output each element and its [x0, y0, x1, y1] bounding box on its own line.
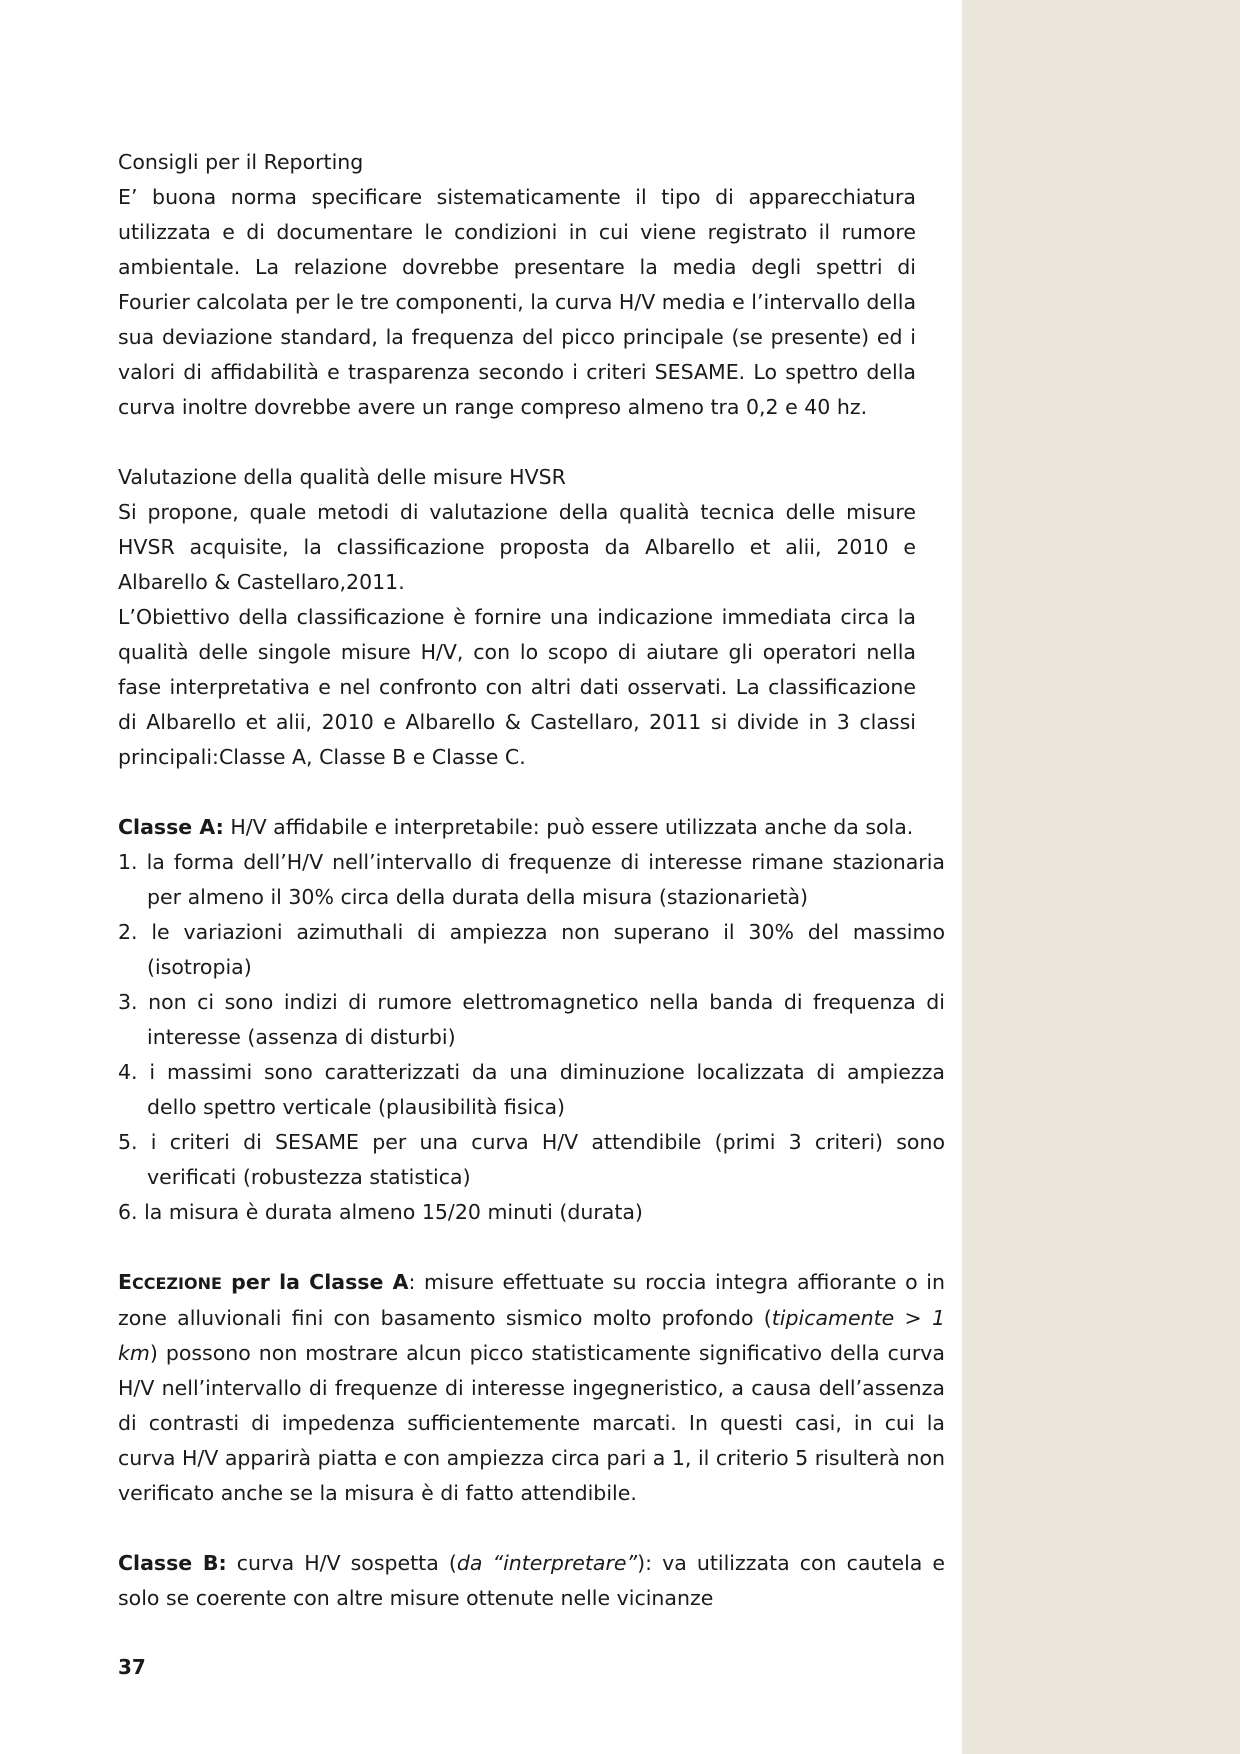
eccezione-text-before: : misure effettuate su roccia integra affiorante o in zone alluvionali fini con basamento sismico molto profondo ( — [118, 1270, 945, 1330]
eccezione-italic: tipicamente > 1 km — [118, 1306, 945, 1365]
criterion-number: 4. — [118, 1060, 138, 1084]
criterion-text: i massimi sono caratterizzati da una diminuzione localizzata di ampiezza dello spettro verticale (plausibilità fisica) — [147, 1060, 945, 1119]
classe-b-text-before: curva H/V sospetta ( — [226, 1551, 457, 1575]
criterion-number: 1. — [118, 850, 138, 874]
classe-a-intro — [118, 810, 945, 845]
eccezione-label-initial: E — [118, 1270, 133, 1294]
reporting-section — [118, 145, 945, 425]
classe-b-section — [118, 1546, 945, 1616]
criterion-text: le variazioni azimuthali di ampiezza non superano il 30% del massimo (isotropia) — [147, 920, 945, 979]
classe-a-label: Classe A: — [118, 815, 224, 839]
list-item — [118, 985, 945, 1055]
eccezione-text-after: ) possono non mostrare alcun picco statisticamente significativo della curva H/V nell’intervallo di frequenze di interesse ingegneristico, a causa dell’assenza di contrasti di impedenza sufficientemente marcati. In questi casi, in cui la curva H/V apparirà piatta e con ampiezza circa pari a 1, il criterio 5 risulterà non verificato anche se la misura è di fatto attendibile. — [118, 1341, 945, 1505]
list-item — [118, 1195, 945, 1230]
criterion-number: 6. — [118, 1200, 138, 1224]
criterion-text: la misura è durata almeno 15/20 minuti (durata) — [144, 1200, 643, 1224]
criterion-number: 2. — [118, 920, 138, 944]
valutazione-heading: Valutazione della qualità delle misure HVSR — [118, 465, 566, 489]
criterion-number: 3. — [118, 990, 138, 1014]
list-item — [118, 915, 945, 985]
side-margin-band — [962, 0, 1240, 1754]
criterion-text: la forma dell’H/V nell’intervallo di frequenze di interesse rimane stazionaria per almeno il 30% circa della durata della misura (stazionarietà) — [146, 850, 945, 909]
eccezione-label-smallcaps: CCEZIONE — [132, 1274, 222, 1293]
criterion-text: i criteri di SESAME per una curva H/V attendibile (primi 3 criteri) sono verificati (robustezza statistica) — [147, 1130, 945, 1189]
reporting-body: E’ buona norma specificare sistematicamente il tipo di apparecchiatura utilizzata e di documentare le condizioni in cui viene registrato il rumore ambientale. La relazione dovrebbe presentare la media degli spettri di Fourier calcolata per le tre componenti, la curva H/V media e l’intervallo della sua deviazione standard, la frequenza del picco principale (se presente) ed i valori di affidabilità e trasparenza secondo i criteri SESAME. Lo spettro della curva inoltre dovrebbe avere un range compreso almeno tra 0,2 e 40 hz. — [118, 185, 916, 419]
classe-b-paragraph — [118, 1546, 945, 1616]
list-item — [118, 1125, 945, 1195]
classe-a-desc: H/V affidabile e interpretabile: può essere utilizzata anche da sola. — [223, 815, 914, 839]
classe-a-section — [118, 810, 945, 1230]
valutazione-body-1: Si propone, quale metodi di valutazione della qualità tecnica delle misure HVSR acquisite, la classificazione proposta da Albarello et alii, 2010 e Albarello & Castellaro,2011. — [118, 500, 916, 594]
eccezione-section — [118, 1265, 945, 1511]
page-number: 37 — [118, 1655, 146, 1679]
criterion-text: non ci sono indizi di rumore elettromagnetico nella banda di frequenza di interesse (assenza di disturbi) — [147, 990, 945, 1049]
classe-b-italic: da “interpretare” — [456, 1551, 638, 1575]
eccezione-paragraph — [118, 1265, 945, 1511]
criterion-number: 5. — [118, 1130, 138, 1154]
classe-a-criteria-list — [118, 845, 945, 1230]
valutazione-body-2: L’Obiettivo della classificazione è fornire una indicazione immediata circa la qualità delle singole misure H/V, con lo scopo di aiutare gli operatori nella fase interpretativa e nel confronto con altri dati osservati. La classificazione di Albarello et alii, 2010 e Albarello & Castellaro, 2011 si divide in 3 classi principali:Classe A, Classe B e Classe C. — [118, 605, 916, 769]
list-item — [118, 845, 945, 915]
page-content — [118, 145, 945, 1616]
eccezione-label-rest: per la Classe A — [221, 1270, 409, 1294]
valutazione-section — [118, 460, 945, 775]
list-item — [118, 1055, 945, 1125]
classe-b-label: Classe B: — [118, 1551, 227, 1575]
reporting-heading: Consigli per il Reporting — [118, 150, 364, 174]
classe-b-text-after: ): va utilizzata con cautela e solo se coerente con altre misure ottenute nelle vicinanze — [118, 1551, 945, 1610]
